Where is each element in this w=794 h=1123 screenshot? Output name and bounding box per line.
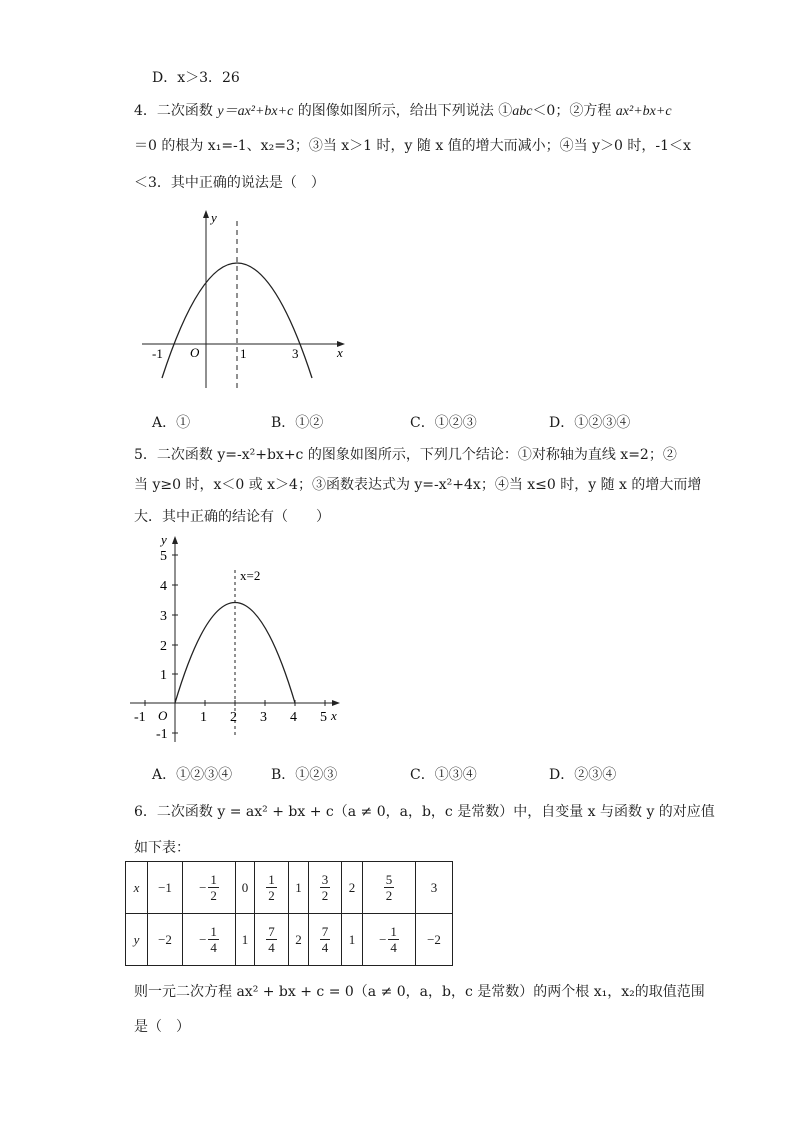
- q6-x-cell: $\frac{5}{2}$: [363, 862, 416, 914]
- q4-x-label: x: [337, 345, 343, 360]
- q5-x-tick-neg1: -1: [134, 710, 146, 725]
- q5-y-tick-neg1: -1: [156, 727, 168, 742]
- q6-y-cell: −2: [416, 914, 453, 966]
- q6-y-cell: − $\frac{1}{4}$: [363, 914, 416, 966]
- q3-option-d: D．x＞3．26: [152, 70, 240, 86]
- q5-y-tick-3: 3: [160, 609, 167, 624]
- q5-x-tick-5: 5: [320, 710, 327, 725]
- q5-text-line-1: 5．二次函数 y=-x²+bx+c 的图象如图所示，下列几个结论：①对称轴为直线 x=2；②: [134, 447, 677, 463]
- q5-y-label: y: [161, 532, 167, 547]
- q6-value-table: [125, 861, 453, 966]
- q4-origin-label: O: [190, 345, 200, 360]
- q4-y-axis-arrow: [203, 210, 209, 218]
- q5-origin-label: O: [158, 708, 168, 723]
- q4-option-b[interactable]: B．①②: [271, 415, 324, 431]
- q6-table-row-x: [126, 862, 453, 914]
- q5-option-a[interactable]: A．①②③④: [152, 767, 233, 783]
- q5-option-b[interactable]: B．①②③: [271, 767, 338, 783]
- q4-line1-post: ＜0；②方程: [532, 103, 616, 119]
- q5-x-tick-4: 4: [290, 710, 297, 725]
- q6-x-cell: 1: [289, 862, 309, 914]
- q6-y-cell: $\frac{7}{4}$: [309, 914, 342, 966]
- q5-sym-label: x=2: [240, 568, 261, 583]
- q6-x-cell: 2: [342, 862, 363, 914]
- q4-option-c[interactable]: C．①②③: [410, 415, 477, 431]
- q5-y-tick-2: 2: [160, 639, 167, 654]
- q4-function: y＝ax²+bx+c: [217, 104, 294, 119]
- q4-line1-pre: 4．二次函数: [134, 103, 218, 119]
- q4-parabola-graph: [140, 205, 360, 395]
- q6-x-cell: 0: [236, 862, 255, 914]
- q6-x-cell: $\frac{3}{2}$: [309, 862, 342, 914]
- q5-parabola-graph: [128, 532, 358, 747]
- q6-x-cell: −1: [148, 862, 183, 914]
- q5-option-c[interactable]: C．①③④: [410, 767, 477, 783]
- q5-x-label: x: [331, 708, 337, 723]
- q6-row-label-x: x: [126, 862, 148, 914]
- q4-tick-label-neg1: -1: [152, 346, 163, 361]
- q6-x-cell: 3: [416, 862, 453, 914]
- q4-y-label: y: [211, 210, 217, 225]
- q5-text-line-2: 当 y≥0 时，x＜0 或 x＞4；③函数表达式为 y=-x²+4x；④当 x≤0 时，y 随 x 的增大而增: [134, 477, 702, 493]
- q5-y-tick-5: 5: [160, 549, 167, 564]
- q6-text-line-3: 则一元二次方程 ax² + bx + c = 0（a ≠ 0，a，b，c 是常数）的两个根 x₁，x₂的取值范围: [134, 984, 705, 1000]
- q4-abc: abc: [512, 104, 533, 119]
- q4-equation: ax²+bx+c: [615, 104, 672, 119]
- q5-x-tick-3: 3: [260, 710, 267, 725]
- q4-line1-mid: 的图像如图所示，给出下列说法 ①: [293, 103, 513, 119]
- q4-option-a[interactable]: A．①: [152, 415, 191, 431]
- q5-y-tick-4: 4: [160, 579, 167, 594]
- q5-x-tick-1: 1: [200, 710, 207, 725]
- q5-option-d[interactable]: D．②③④: [549, 767, 617, 783]
- q4-option-d[interactable]: D．①②③④: [549, 415, 631, 431]
- q4-tick-label-1: 1: [240, 346, 247, 361]
- q6-y-cell: 2: [289, 914, 309, 966]
- q6-x-cell: $\frac{1}{2}$: [255, 862, 289, 914]
- q5-parabola: [175, 603, 295, 704]
- q5-x-tick-2: 2: [230, 710, 237, 725]
- q6-table-row-y: [126, 914, 453, 966]
- q6-y-cell: 1: [236, 914, 255, 966]
- q6-text-line-4: 是（ ）: [134, 1019, 190, 1035]
- q4-text-line-3: ＜3．其中正确的说法是（ ）: [134, 175, 325, 191]
- q6-row-label-y: y: [126, 914, 148, 966]
- q5-y-axis-arrow: [172, 536, 178, 544]
- q6-y-cell: $\frac{7}{4}$: [255, 914, 289, 966]
- q4-tick-label-3: 3: [292, 346, 299, 361]
- q6-x-cell: − $\frac{1}{2}$: [183, 862, 236, 914]
- q5-x-axis-arrow: [332, 700, 340, 706]
- q5-y-tick-1: 1: [160, 668, 167, 683]
- q6-y-cell: − $\frac{1}{4}$: [183, 914, 236, 966]
- q6-y-cell: 1: [342, 914, 363, 966]
- q6-text-line-1: 6．二次函数 y = ax² + bx + c（a ≠ 0，a，b，c 是常数）中，自变量 x 与函数 y 的对应值: [134, 804, 715, 820]
- q6-y-cell: −2: [148, 914, 183, 966]
- q4-text-line-2: ＝0 的根为 x₁=-1、x₂=3；③当 x＞1 时，y 随 x 值的增大而减小；④当 y＞0 时，-1＜x: [134, 138, 691, 154]
- q4-text-line-1: [134, 100, 672, 120]
- q6-text-line-2: 如下表：: [134, 840, 190, 856]
- q5-text-line-3: 大．其中正确的结论有（ ）: [134, 509, 330, 525]
